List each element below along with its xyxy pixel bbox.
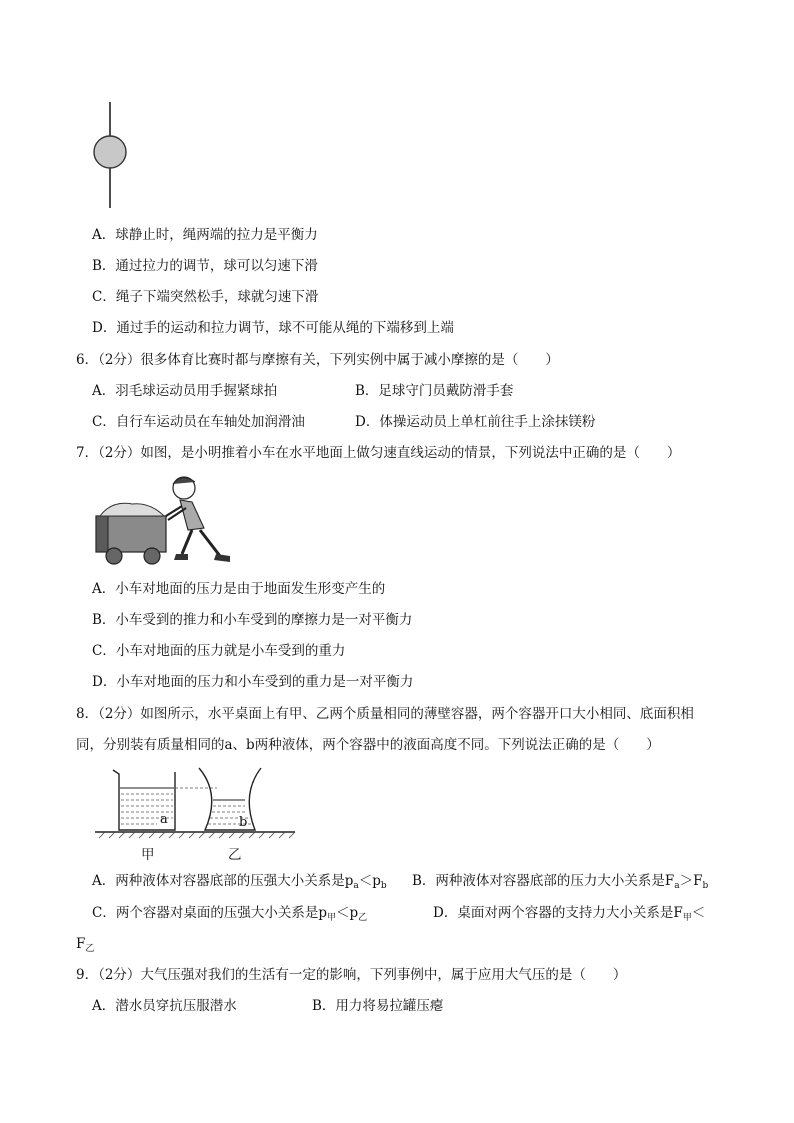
q8-option-d-continued: $F_乙$ — [76, 936, 95, 954]
container-yi-label: 乙 — [228, 847, 242, 863]
q6-option-a: A．羽毛球运动员用手握紧球拍 — [92, 383, 278, 399]
liquid-a-label: a — [160, 812, 168, 827]
q6-option-d: D．体操运动员上单杠前往手上涂抹镁粉 — [355, 414, 596, 430]
q9-option-b: B．用力将易拉罐压瘪 — [312, 998, 444, 1014]
q5-option-a: A．球静止时，绳两端的拉力是平衡力 — [92, 227, 318, 243]
q7-stem: 7．（2分）如图，是小明推着小车在水平地面上做匀速直线运动的情景，下列说法中正确的是（ ） — [76, 445, 681, 461]
q8-option-d: D．桌面对两个容器的支持力大小关系是$F_甲<$ — [433, 905, 706, 923]
container-jia-label: 甲 — [141, 847, 155, 863]
liquid-b-label: b — [239, 815, 248, 830]
two-containers-figure — [95, 764, 305, 864]
q8-stem-line2: 同，分别装有质量相同的a、b两种液体，两个容器中的液面高度不同。下列说法正确的是（ ） — [76, 737, 660, 753]
q7-option-b: B．小车受到的推力和小车受到的摩擦力是一对平衡力 — [92, 612, 413, 628]
q8-option-b: B．两种液体对容器底部的压力大小关系是$F_a>F_b$ — [412, 873, 709, 891]
q6-option-c: C．自行车运动员在车轴处加润滑油 — [92, 414, 305, 430]
ball-on-rope-figure — [90, 100, 140, 212]
q5-option-b: B．通过拉力的调节，球可以匀速下滑 — [92, 258, 318, 274]
q7-option-d: D．小车对地面的压力和小车受到的重力是一对平衡力 — [92, 674, 414, 690]
q5-option-c: C．绳子下端突然松手，球就匀速下滑 — [92, 289, 319, 305]
q7-option-c: C．小车对地面的压力就是小车受到的重力 — [92, 643, 346, 659]
ball — [94, 136, 126, 168]
q5-option-d: D．通过手的运动和拉力调节，球不可能从绳的下端移到上端 — [92, 320, 454, 336]
q8-option-a: A．两种液体对容器底部的压强大小关系是$p_a<p_b$ — [92, 873, 387, 891]
q7-option-a: A．小车对地面的压力是由于地面发生形变产生的 — [92, 581, 386, 597]
q8-stem-line1: 8．（2分）如图所示，水平桌面上有甲、乙两个质量相同的薄壁容器，两个容器开口大小相同、底面积相 — [76, 706, 694, 722]
q6-option-b: B．足球守门员戴防滑手套 — [355, 383, 514, 399]
q9-stem: 9．（2分）大气压强对我们的生活有一定的影响，下列事例中，属于应用大气压的是（ ） — [76, 967, 627, 983]
boy-pushing-cart-figure — [92, 470, 242, 570]
q8-option-c: C．两个容器对桌面的压强大小关系是$p_甲<p_乙$ — [92, 905, 368, 923]
q9-option-a: A．潜水员穿抗压服潜水 — [92, 998, 237, 1014]
q6-stem: 6．（2分）很多体育比赛时都与摩擦有关，下列实例中属于减小摩擦的是（ ） — [76, 352, 559, 368]
